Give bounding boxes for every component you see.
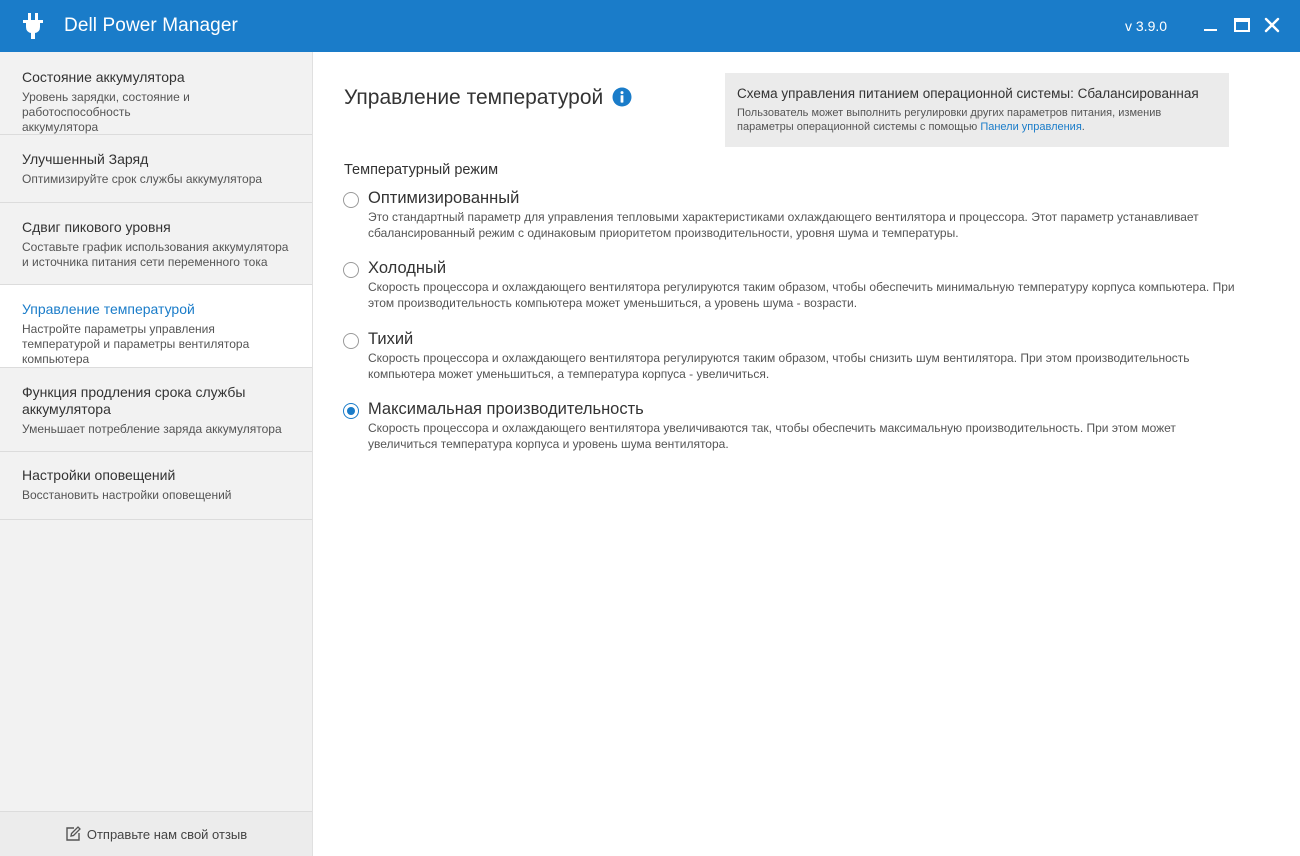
sidebar-item-improved-charge[interactable] <box>0 135 312 203</box>
feedback-button[interactable] <box>0 811 312 856</box>
power-scheme-text: Пользователь может выполнить регулировки других параметров питания, изменив параметры операционной системы с помощью <box>737 107 1162 133</box>
maximize-button[interactable] <box>1231 14 1253 36</box>
sidebar-item-title: Настройки оповещений <box>22 467 176 483</box>
feedback-label: Отправьте нам свой отзыв <box>86 826 248 842</box>
sidebar-item-alert-settings[interactable] <box>0 452 312 520</box>
sidebar-item-description: Уровень зарядки, состояние и работоспособность аккумулятора <box>22 90 190 134</box>
option-title[interactable]: Оптимизированный <box>368 189 520 207</box>
sidebar-item-title: Функция продления срока службы аккумулятора <box>22 384 246 417</box>
option-description: Скорость процессора и охлаждающего вентилятора регулируются таким образом, чтобы обеспечить минимальную температуру корпуса компьютера. При этом производительность компьютера может уменьшиться, а уровень шума - возрасти. <box>368 280 1235 310</box>
title-bar <box>0 0 1300 52</box>
power-scheme-title: Схема управления питанием операционной системы: Сбалансированная <box>737 86 1199 101</box>
sidebar-item-description: Оптимизируйте срок службы аккумулятора <box>22 172 263 186</box>
sidebar-item-title: Улучшенный Заряд <box>22 151 149 167</box>
main-panel <box>313 52 1300 856</box>
control-panel-link[interactable]: Панели управления <box>980 121 1082 133</box>
radio-optimized[interactable] <box>343 192 359 208</box>
option-description: Скорость процессора и охлаждающего вентилятора увеличиваются так, чтобы обеспечить максимальную производительность. При этом может увеличиться температура корпуса и уровень шума вентилятора. <box>368 421 1176 451</box>
sidebar-item-thermal-management[interactable] <box>0 285 312 368</box>
radio-quiet[interactable] <box>343 333 359 349</box>
sidebar-item-description: Уменьшает потребление заряда аккумулятора <box>22 422 282 436</box>
option-title[interactable]: Максимальная производительность <box>368 400 644 418</box>
power-scheme-suffix: . <box>1081 121 1085 133</box>
power-plug-icon <box>20 12 46 40</box>
sidebar-item-battery-status[interactable] <box>0 52 312 135</box>
sidebar-item-peak-shift[interactable] <box>0 203 312 285</box>
page-title: Управление температурой <box>344 86 604 109</box>
thermal-mode-label: Температурный режим <box>344 162 499 178</box>
close-icon <box>1261 14 1283 36</box>
info-icon[interactable] <box>612 87 632 107</box>
sidebar-item-battery-extender[interactable] <box>0 368 312 452</box>
option-description: Это стандартный параметр для управления тепловыми характеристиками охлаждающего вентилятора и процессора. Этот параметр устанавливает сбалансированный режим с одинаковым приоритетом производительности, уровня шума и температуры. <box>368 210 1199 240</box>
sidebar-item-title: Сдвиг пикового уровня <box>22 219 171 235</box>
minimize-button[interactable] <box>1200 14 1222 36</box>
sidebar-item-description: Составьте график использования аккумулятора и источника питания сети переменного тока <box>22 240 289 269</box>
radio-cool[interactable] <box>343 262 359 278</box>
edit-feedback-icon <box>65 826 81 842</box>
sidebar-item-title: Состояние аккумулятора <box>22 69 185 85</box>
sidebar-item-title: Управление температурой <box>22 301 195 317</box>
maximize-icon <box>1231 14 1253 36</box>
minimize-icon <box>1200 14 1222 36</box>
app-title: Dell Power Manager <box>64 15 238 36</box>
power-scheme-notice <box>725 73 1229 147</box>
sidebar <box>0 52 313 856</box>
option-description: Скорость процессора и охлаждающего вентилятора регулируются таким образом, чтобы снизить шум вентилятора. При этом производительность компьютера может уменьшиться, а температура корпуса - увеличиться. <box>368 351 1190 381</box>
app-version: v 3.9.0 <box>1125 18 1168 34</box>
power-scheme-description <box>737 106 1217 134</box>
close-button[interactable] <box>1261 14 1283 36</box>
sidebar-item-description: Настройте параметры управления температурой и параметры вентилятора компьютера <box>22 322 250 366</box>
option-title[interactable]: Тихий <box>368 330 414 348</box>
radio-ultra-performance[interactable] <box>343 403 359 419</box>
option-title[interactable]: Холодный <box>368 259 447 277</box>
sidebar-item-description: Восстановить настройки оповещений <box>22 488 232 502</box>
